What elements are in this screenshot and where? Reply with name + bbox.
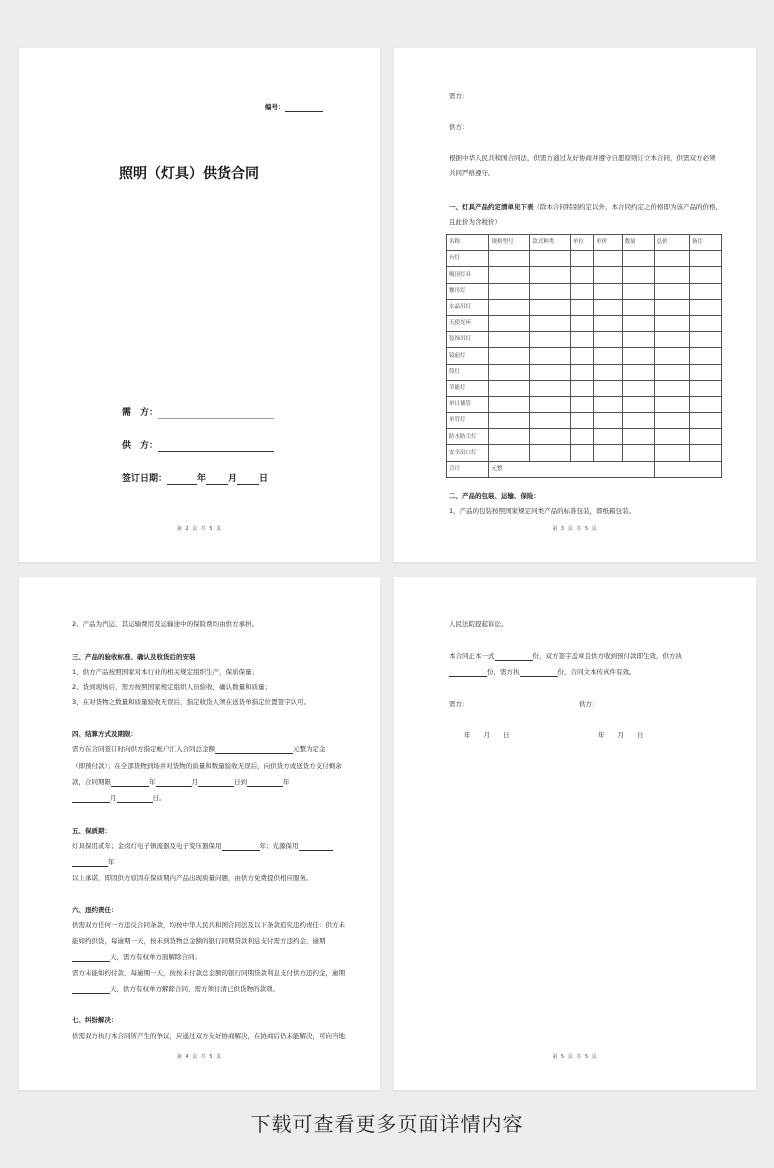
table-row [447, 396, 722, 412]
table-cell: 镜前灯 [447, 348, 489, 364]
section-3-item-3: 3、在对货物之数量和质量验收无误后，指定收货人须在送货单指定位置签字认可。 [72, 698, 311, 706]
table-cell [594, 396, 622, 412]
table-cell [689, 413, 721, 429]
supplier-field [122, 441, 274, 452]
table-cell [689, 251, 721, 267]
table-cell [530, 299, 571, 315]
table-cell [689, 283, 721, 299]
table-cell [689, 445, 721, 461]
table-row [447, 332, 722, 348]
table-cell: 餐吊灯 [447, 283, 489, 299]
table-cell [622, 413, 654, 429]
section-3-heading: 三、产品的验收标准、确认及收货后的安装 [72, 653, 196, 661]
table-header-cell: 总价 [654, 235, 689, 251]
table-cell [654, 299, 689, 315]
contract-title: 照明（灯具）供货合同 [119, 166, 259, 182]
page-footer: 第 4 页 共 5 页 [176, 1054, 223, 1060]
table-cell [530, 429, 571, 445]
table-cell: 单日插管 [447, 396, 489, 412]
table-header-cell: 单位 [570, 235, 593, 251]
table-cell [654, 283, 689, 299]
table-cell [489, 332, 530, 348]
table-row [447, 364, 722, 380]
page-footer: 第 2 页 共 5 页 [176, 526, 223, 532]
table-cell [530, 380, 571, 396]
table-cell [489, 413, 530, 429]
table-header-cell: 数量 [622, 235, 654, 251]
page-footer: 第 3 页 共 5 页 [552, 526, 598, 532]
section-5-line-1: 灯具保用贰年；金卤灯电子镇流器及电子变压器保用 年；光源保用 [72, 843, 333, 851]
table-row [447, 445, 722, 461]
table-cell [622, 251, 654, 267]
table-cell [594, 380, 622, 396]
table-cell [622, 283, 654, 299]
table-cell: 安全出口灯 [447, 445, 489, 461]
table-header-row [447, 235, 722, 251]
table-header-cell: 规格型号 [489, 235, 530, 251]
table-row [447, 267, 722, 283]
contract-page-terms [19, 577, 380, 1090]
table-row [447, 283, 722, 299]
table-cell [654, 251, 689, 267]
table-cell [622, 429, 654, 445]
table-header-cell: 名称 [447, 235, 489, 251]
serial-number-field [265, 104, 323, 112]
table-cell [622, 315, 654, 331]
table-row [447, 380, 722, 396]
table-cell [489, 380, 530, 396]
table-cell [489, 267, 530, 283]
table-cell [594, 348, 622, 364]
table-cell [689, 380, 721, 396]
table-cell [570, 445, 593, 461]
table-cell [530, 251, 571, 267]
buyer-line: 需方： [449, 92, 469, 100]
section-2-heading: 二、产品的包装、运输、保险： [449, 492, 540, 500]
table-cell [622, 380, 654, 396]
table-cell [654, 413, 689, 429]
section-6-line-5: 天，供方有权单方解除合同，需方须付清已供货物的款项。 [72, 986, 279, 994]
table-row [447, 299, 722, 315]
table-cell [489, 445, 530, 461]
intro-text-1: 根据中华人民共和国合同法，供需方通过友好协商并遵守自愿原则订立本合同，供需双方必须 [449, 154, 716, 162]
download-caption: 下载可查看更多页面详情内容 [250, 1112, 524, 1136]
table-cell: 吸顶灯具 [447, 267, 489, 283]
table-row [447, 413, 722, 429]
table-cell [570, 364, 593, 380]
table-cell [654, 332, 689, 348]
signature-buyer: 需方： [449, 700, 469, 708]
table-cell [530, 267, 571, 283]
table-cell [622, 364, 654, 380]
table-cell [654, 380, 689, 396]
table-cell [622, 445, 654, 461]
section-4-line-2: （即预付款）；在全部货物到场并对货物的质量和数量验收无误后，向供货方或送货方支付剩余 [72, 762, 342, 770]
table-cell [570, 299, 593, 315]
table-total-row [447, 461, 722, 477]
section-7-heading: 七、纠纷解决： [72, 1016, 118, 1024]
table-cell [622, 348, 654, 364]
table-cell: 筒灯 [447, 364, 489, 380]
buyer-field [122, 408, 274, 419]
section-4-line-4: 月 日。 [72, 795, 166, 803]
table-cell [654, 445, 689, 461]
table-cell [622, 299, 654, 315]
table-cell [654, 348, 689, 364]
contract-page-signature [394, 577, 756, 1090]
table-cell [594, 251, 622, 267]
table-cell [689, 348, 721, 364]
table-cell [489, 299, 530, 315]
table-cell [594, 299, 622, 315]
table-cell: 水晶吊灯 [447, 299, 489, 315]
table-header-cell: 款式种类 [530, 235, 571, 251]
table-header-cell: 备注 [689, 235, 721, 251]
table-cell [530, 445, 571, 461]
table-cell [594, 413, 622, 429]
table-cell [530, 364, 571, 380]
contract-page-goods [394, 48, 756, 562]
table-cell [570, 380, 593, 396]
section-1-line2: 且此价为含税价） [449, 218, 501, 226]
table-cell [530, 315, 571, 331]
section-2-item-1: 1、产品的包装按照国家规定同类产品的标准包装，即纸箱包装。 [449, 507, 636, 515]
section-1-heading: 一、灯具产品约定清单见下表（除本合同特别约定以外，本合同约定之价格即为该产品的价格， [449, 203, 722, 211]
table-cell [689, 267, 721, 283]
section-6-line-2: 能如约供货，每逾期一天，按未到货物总金额的银行同期贷款利息支付需方违约金，逾期 [72, 937, 326, 945]
supplier-label: 供 方： [122, 441, 159, 451]
item-2: 2、产品为汽运，其运输费用及运输途中的保险费均由供方承担。 [72, 620, 259, 628]
table-cell [594, 283, 622, 299]
table-cell [654, 364, 689, 380]
section-6-line-4: 需方未能如约付款，每逾期一天，按按未付款总金额的银行同期贷款利息支付供方违约金，逾期 [72, 969, 345, 977]
table-header-cell: 单价 [594, 235, 622, 251]
sign-date-label: 签订日期： [122, 474, 168, 484]
table-cell [689, 332, 721, 348]
table-cell [689, 315, 721, 331]
section-5-line-3: 以上承诺，即因供方原因在保质期内产品出现质量问题，由供方免费提供相应服务。 [72, 874, 313, 882]
table-cell [570, 348, 593, 364]
signature-date-buyer: 年 月 日 [464, 731, 510, 739]
total-value-cell: 元整 [489, 461, 654, 477]
table-cell [489, 396, 530, 412]
table-cell [654, 396, 689, 412]
signature-supplier: 供方： [579, 700, 599, 708]
sign-date-field: 签订日期： 年 月 日 [122, 474, 269, 484]
table-cell [622, 396, 654, 412]
table-cell [689, 364, 721, 380]
total-label-cell: 合计 [447, 461, 489, 477]
table-cell [594, 332, 622, 348]
table-cell [570, 413, 593, 429]
copies-line-2: 份，需方执 份，合同文本传真件有效。 [449, 669, 636, 677]
supplier-line: 供方： [449, 123, 469, 131]
table-cell [489, 364, 530, 380]
table-cell [489, 283, 530, 299]
table-cell [622, 267, 654, 283]
table-cell [654, 315, 689, 331]
section-3-item-1: 1、供方产品按照国家对本行业的相关规定组织生产，保质保量； [72, 668, 259, 676]
section-4-line-3: 款，合同期限 年 月 日到 年 [72, 778, 290, 787]
section-4-heading: 四、结算方式及期限： [72, 730, 137, 738]
table-cell [489, 251, 530, 267]
page-footer: 第 5 页 共 5 页 [552, 1054, 598, 1060]
table-cell [594, 267, 622, 283]
table-cell [594, 445, 622, 461]
contract-page-cover [19, 48, 380, 562]
section-4-line-1: 需方在合同签订时向供方指定帐户汇入合同总金额 元整为定金 [72, 745, 326, 754]
table-row [447, 251, 722, 267]
table-cell [530, 413, 571, 429]
table-cell: 台灯 [447, 251, 489, 267]
table-cell [489, 315, 530, 331]
total-extra-cell [654, 461, 721, 477]
table-cell [570, 251, 593, 267]
table-cell [689, 396, 721, 412]
section-5-line-2: 年 [72, 859, 115, 867]
section-7-line-1: 供需双方执行本合同所产生的争议，应通过双方友好协商解决，在协商后仍未能解决，可向当地 [72, 1032, 345, 1040]
section-3-item-2: 2、货到现场后，需方按照国家规定组织人员验收，确认数量和质量； [72, 683, 272, 691]
intro-text-2: 共同严格遵守。 [449, 169, 495, 177]
table-cell [530, 348, 571, 364]
section-6-line-3: 天，需方有权单方面解除合同； [72, 954, 201, 962]
table-cell [570, 332, 593, 348]
table-cell [594, 364, 622, 380]
table-cell: 节能灯 [447, 380, 489, 396]
section-6-line-1: 供需双方任何一方违反合同条款，均按中华人民共和国合同法及以下条款追究违约责任：供方未 [72, 921, 345, 929]
table-cell [689, 299, 721, 315]
table-cell [530, 283, 571, 299]
table-cell [654, 429, 689, 445]
goods-table [446, 234, 722, 478]
table-cell: 单管灯 [447, 413, 489, 429]
table-cell [489, 348, 530, 364]
table-cell [622, 332, 654, 348]
table-cell [489, 429, 530, 445]
table-cell [530, 396, 571, 412]
buyer-label: 需 方： [122, 408, 159, 418]
section-6-heading: 六、违约责任： [72, 906, 118, 914]
table-cell [594, 429, 622, 445]
table-cell: 天使光环 [447, 315, 489, 331]
table-cell [654, 267, 689, 283]
table-row [447, 429, 722, 445]
table-cell [530, 332, 571, 348]
table-cell [570, 429, 593, 445]
table-row [447, 315, 722, 331]
table-cell [570, 315, 593, 331]
section-5-heading: 五、保质期： [72, 827, 111, 835]
table-cell [570, 283, 593, 299]
table-cell [570, 267, 593, 283]
serial-label: 编号： [265, 103, 285, 112]
table-cell: 防水防尘灯 [447, 429, 489, 445]
table-cell [689, 429, 721, 445]
table-row [447, 348, 722, 364]
signature-date-supplier: 年 月 日 [598, 731, 644, 739]
copies-line-1: 本合同正本一式 份，双方签字盖章且供方收到预付款即生效，供方执 [449, 652, 682, 661]
table-cell: 装饰吊灯 [447, 332, 489, 348]
court-line: 人民法院提起诉讼。 [449, 620, 508, 628]
table-cell [570, 396, 593, 412]
table-cell [594, 315, 622, 331]
